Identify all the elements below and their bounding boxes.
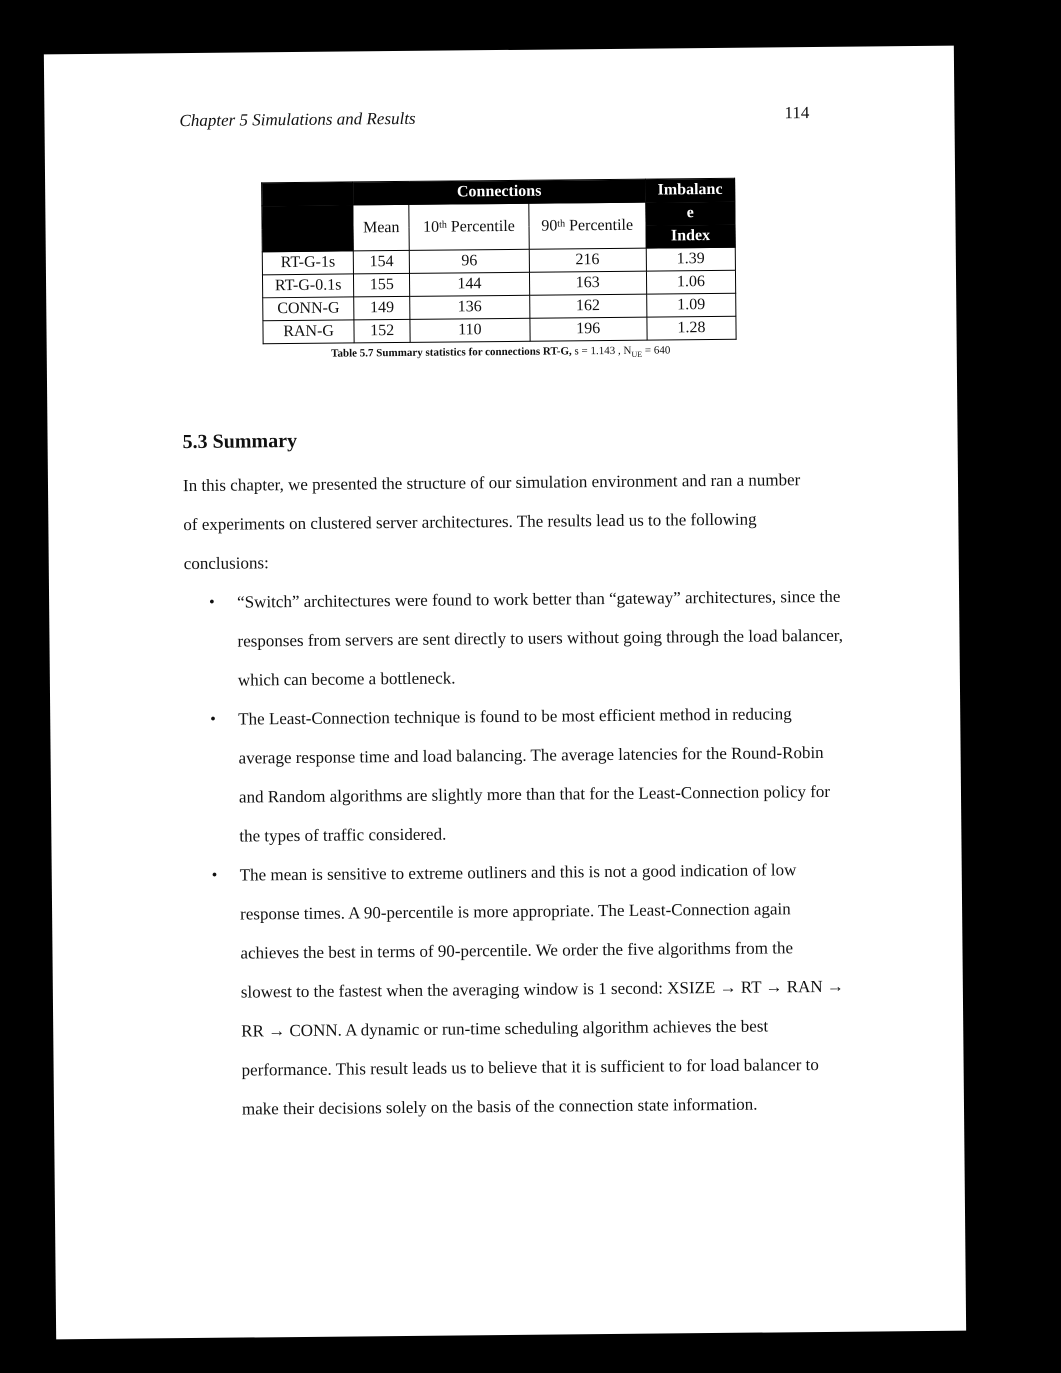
row-label: RT-G-0.1s <box>262 274 353 298</box>
imbalance-header-line3: Index <box>646 224 735 248</box>
connections-header: Connections <box>353 179 646 205</box>
summary-table-block <box>261 178 739 363</box>
summary-statistics-table <box>261 178 737 345</box>
row-label: RAN-G <box>263 320 354 344</box>
mean-cell: 149 <box>354 296 410 320</box>
row-label: RT-G-1s <box>262 251 353 275</box>
list-item-text: The mean is sensitive to extreme outliners and this is not a good indication of low response times. A 90-percentile is more appropriate. The Least-Connection again achieves the best in terms of 90-percentile. We order the five algorithms from the slowest to the fastest when the averaging window is 1 second: XSIZE → RT → RAN → RR → CONN. A dynamic or run-time scheduling algorithm achieves the best performance. This result leads us to believe that it is sufficient to for load balancer to make their decisions solely on the basis of the connection state information. <box>239 860 844 1119</box>
bullet-dot-icon: • <box>209 593 215 611</box>
p10-cell: 96 <box>410 249 529 273</box>
p10-cell: 110 <box>410 318 529 342</box>
index-cell: 1.09 <box>646 293 735 317</box>
bullet-dot-icon: • <box>210 710 216 728</box>
running-head: Chapter 5 Simulations and Results <box>179 108 416 131</box>
bullet-dot-icon: • <box>211 866 218 884</box>
list-item <box>187 850 850 1129</box>
p90-cell: 162 <box>529 294 646 318</box>
index-cell: 1.39 <box>646 247 735 271</box>
table-caption: Table 5.7 Summary statistics for connections RT-G, s = 1.143 , $N_{UE} = 640$ <box>331 344 671 360</box>
col-p10-header: 10th Percentile <box>409 203 529 250</box>
table-row <box>263 316 736 344</box>
col-mean-header: Mean <box>353 204 410 251</box>
list-item <box>184 577 845 700</box>
list-item-text: The Least-Connection technique is found to be most efficient method in reducing average response time and load balancing. The average latencies for the Round-Robin and Random algorithms are slightly more than that for the Least-Connection policy for the types of traffic considered. <box>238 704 831 846</box>
row-label: CONN-G <box>263 297 354 321</box>
table-corner-cell-lower <box>262 205 354 252</box>
document-page <box>44 46 966 1340</box>
p90-cell: 216 <box>529 248 646 272</box>
col-p90-header: 90th Percentile <box>528 202 646 249</box>
imbalance-header-line1: Imbalanc <box>645 178 734 202</box>
p90-cell: 196 <box>529 317 646 341</box>
page-number: 114 <box>784 103 810 123</box>
list-item <box>185 694 846 856</box>
p90-cell: 163 <box>529 271 646 295</box>
list-item-text: “Switch” architectures were found to work better than “gateway” architectures, since the responses from servers are sent directly to users without going through the load balancer, which can become a bottleneck. <box>237 586 844 690</box>
mean-cell: 152 <box>354 319 410 343</box>
intro-paragraph: In this chapter, we presented the structure of our simulation environment and ran a number of experiments on clustered server architectures. The results lead us to the following conclusions: <box>182 470 801 574</box>
index-cell: 1.06 <box>646 270 735 294</box>
mean-cell: 155 <box>354 273 410 297</box>
conclusion-list <box>184 577 849 1129</box>
p10-cell: 136 <box>410 295 529 319</box>
index-cell: 1.28 <box>647 316 736 340</box>
table-corner-cell <box>262 182 353 206</box>
section-heading: 5.3 Summary <box>182 429 298 454</box>
p10-cell: 144 <box>410 272 529 296</box>
mean-cell: 154 <box>353 250 409 274</box>
imbalance-header-line2: e <box>646 201 735 225</box>
